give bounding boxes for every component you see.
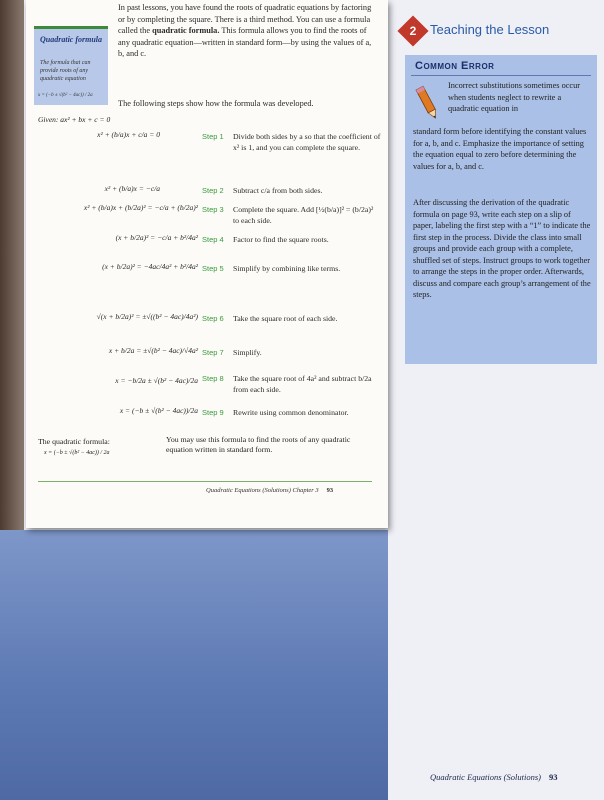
- footer-rule: [38, 481, 372, 482]
- step-equation: x = (−b ± √(b² − 4ac))/2a: [119, 406, 198, 415]
- common-error-rule: [411, 75, 591, 76]
- section-title: Teaching the Lesson: [430, 22, 550, 37]
- step-equation: √(x + b/2a)² = ±√((b² − 4ac)/4a²): [96, 312, 198, 321]
- step-label: Step 3: [202, 205, 224, 214]
- intro-paragraph: [118, 2, 374, 60]
- footer-text: Quadratic Equations (Solutions) Chapter 3: [206, 487, 319, 494]
- formula-note: You may use this formula to find the roots of any quadratic equation written in standard form.: [166, 435, 351, 454]
- common-error-text: Incorrect substitutions sometimes occur when students neglect to rewrite a quadratic equation in: [448, 81, 581, 113]
- step-equation: x² + (b/a)x = −c/a: [104, 184, 160, 193]
- step-label: Step 1: [202, 132, 224, 141]
- step-equation: (x + b/2a)² = −4ac/4a² + b²/4a²: [102, 262, 198, 271]
- sidebar-formula: x = (−b ± √(b² − 4ac)) / 2a: [38, 93, 93, 98]
- step-equation: x² + (b/a)x + c/a = 0: [97, 130, 160, 139]
- common-error-text-2: standard form before identifying the constant values for a, b, and c. Emphasize the importance of setting the equation equal to zero before determining the values for a, b, and c.: [413, 127, 587, 171]
- student-page: [26, 0, 388, 528]
- given-equation: Given: ax² + bx + c = 0: [38, 115, 111, 124]
- formula-summary-label: The quadratic formula:: [38, 437, 110, 446]
- step-description: Subtract c/a from both sides.: [233, 186, 323, 195]
- section-badge-number: 2: [409, 24, 417, 38]
- step-description: Simplify.: [233, 348, 262, 357]
- step-label: Step 4: [202, 235, 224, 244]
- intro-text: In past lessons, you have found the roots of quadratic equations by factoring or by completing the square. There is a third method. You can use a formula called the: [118, 3, 372, 35]
- page-number: 93: [326, 487, 334, 494]
- step-description: Divide both sides by a so that the coefficient of x² is 1, and you can complete the square.: [233, 132, 381, 152]
- vocabulary-sidebar: [34, 26, 108, 105]
- step-equation: x² + (b/a)x + (b/2a)² = −c/a + (b/2a)²: [83, 203, 198, 212]
- teacher-page-number: 93: [548, 772, 558, 782]
- activity-text: After discussing the derivation of the quadratic formula on page 93, write each step on a slip of paper, labeling the first step with a “1” to indicate the first step in the process. Divide the class into small groups and provide each group with a complete, shuffled set of steps. Instruct groups to work together to arrange the steps in the proper order. Afterwards, discuss and compare each group’s arrangement of the steps.: [413, 198, 591, 299]
- step-equation: (x + b/2a)² = −c/a + b²/4a²: [115, 233, 198, 242]
- common-error-title: Common Error: [415, 60, 495, 72]
- page-footer: [206, 487, 333, 494]
- intro-steps-lead: The following steps show how the formula was developed.: [118, 99, 314, 108]
- step-equation: x = −b/2a ± √(b² − 4ac)/2a: [115, 376, 198, 385]
- step-label: Step 9: [202, 408, 224, 417]
- step-label: Step 5: [202, 264, 224, 273]
- step-label: Step 2: [202, 186, 224, 195]
- step-label: Step 7: [202, 348, 224, 357]
- pencil-icon: [415, 84, 441, 124]
- formula-summary: x = (−b ± √(b² − 4ac)) / 2a: [44, 450, 110, 456]
- sidebar-title: Quadratic formula: [40, 35, 103, 44]
- step-description: Take the square root of each side.: [233, 314, 338, 323]
- sidebar-definition: The formula that can provide roots of any quadratic equation: [40, 60, 91, 82]
- teacher-page-footer: [430, 772, 557, 782]
- intro-text-2: This formula allows you to find the roots of any quadratic equation—written in standard form—by using the values of a, b, and c.: [118, 26, 372, 58]
- step-description: Simplify by combining like terms.: [233, 264, 341, 273]
- step-description: Rewrite using common denominator.: [233, 408, 349, 417]
- teacher-footer-text: Quadratic Equations (Solutions): [430, 772, 541, 782]
- step-description: Take the square root of 4a² and subtract b/2a from each side.: [233, 374, 372, 394]
- step-description: Factor to find the square roots.: [233, 235, 329, 244]
- step-equation: x + b/2a = ±√(b² − 4ac)/√4a²: [108, 346, 198, 355]
- step-label: Step 8: [202, 374, 224, 383]
- step-label: Step 6: [202, 314, 224, 323]
- intro-bold-term: quadratic formula.: [152, 26, 220, 35]
- step-description: Complete the square. Add [½(b/a)]² = (b/2a)² to each side.: [233, 205, 374, 225]
